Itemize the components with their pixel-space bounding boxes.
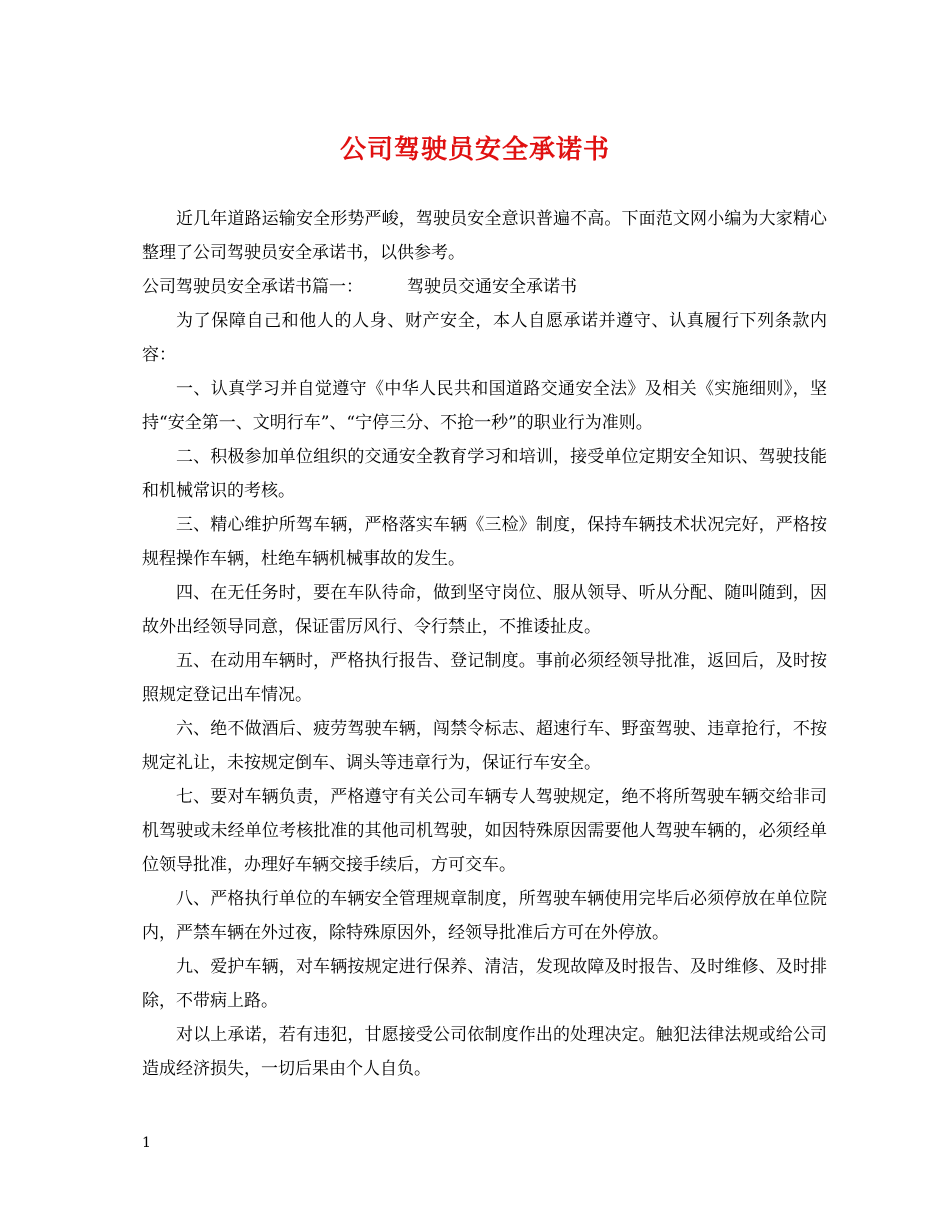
- section-label: 公司驾驶员安全承诺书篇一：: [142, 277, 363, 297]
- intro-paragraph: 近几年道路运输安全形势严峻，驾驶员安全意识普遍不高。下面范文网小编为大家精心整理了公司驾驶员安全承诺书，以供参考。: [142, 209, 827, 263]
- paragraph: 为了保障自己和他人的人身、财产安全，本人自愿承诺并遵守、认真履行下列条款内容：: [142, 311, 827, 365]
- paragraph: 九、爱护车辆，对车辆按规定进行保养、清洁，发现故障及时报告、及时维修、及时排除，不带病上路。: [142, 957, 827, 1011]
- document-title: 公司驾驶员安全承诺书: [339, 135, 610, 165]
- section-title: 驾驶员交通安全承诺书: [407, 277, 577, 297]
- paragraph: 五、在动用车辆时，严格执行报告、登记制度。事前必须经领导批准，返回后，及时按照规定登记出车情况。: [142, 651, 827, 705]
- paragraph: 二、积极参加单位组织的交通安全教育学习和培训，接受单位定期安全知识、驾驶技能和机械常识的考核。: [142, 447, 827, 501]
- paragraph: 六、绝不做酒后、疲劳驾驶车辆，闯禁令标志、超速行车、野蛮驾驶、违章抢行，不按规定礼让，未按规定倒车、调头等违章行为，保证行车安全。: [142, 719, 827, 773]
- document-body: [142, 202, 827, 1086]
- paragraph: 七、要对车辆负责，严格遵守有关公司车辆专人驾驶规定，绝不将所驾驶车辆交给非司机驾驶或未经单位考核批准的其他司机驾驶，如因特殊原因需要他人驾驶车辆的，必须经单位领导批准，办理好车辆交接手续后，方可交车。: [142, 787, 827, 875]
- paragraph: 一、认真学习并自觉遵守《中华人民共和国道路交通安全法》及相关《实施细则》，坚持“安全第一、文明行车”、“宁停三分、不抢一秒”的职业行为准则。: [142, 379, 827, 433]
- section-heading: [142, 270, 827, 304]
- page-number: 1: [142, 1135, 151, 1151]
- paragraph: 八、严格执行单位的车辆安全管理规章制度，所驾驶车辆使用完毕后必须停放在单位院内，严禁车辆在外过夜，除特殊原因外，经领导批准后方可在外停放。: [142, 889, 827, 943]
- paragraph: 四、在无任务时，要在车队待命，做到坚守岗位、服从领导、听从分配、随叫随到，因故外出经领导同意，保证雷厉风行、令行禁止，不推诿扯皮。: [142, 583, 827, 637]
- paragraph: 对以上承诺，若有违犯，甘愿接受公司依制度作出的处理决定。触犯法律法规或给公司造成经济损失，一切后果由个人自负。: [142, 1025, 827, 1079]
- paragraph: 三、精心维护所驾车辆，严格落实车辆《三检》制度，保持车辆技术状况完好，严格按规程操作车辆，杜绝车辆机械事故的发生。: [142, 515, 827, 569]
